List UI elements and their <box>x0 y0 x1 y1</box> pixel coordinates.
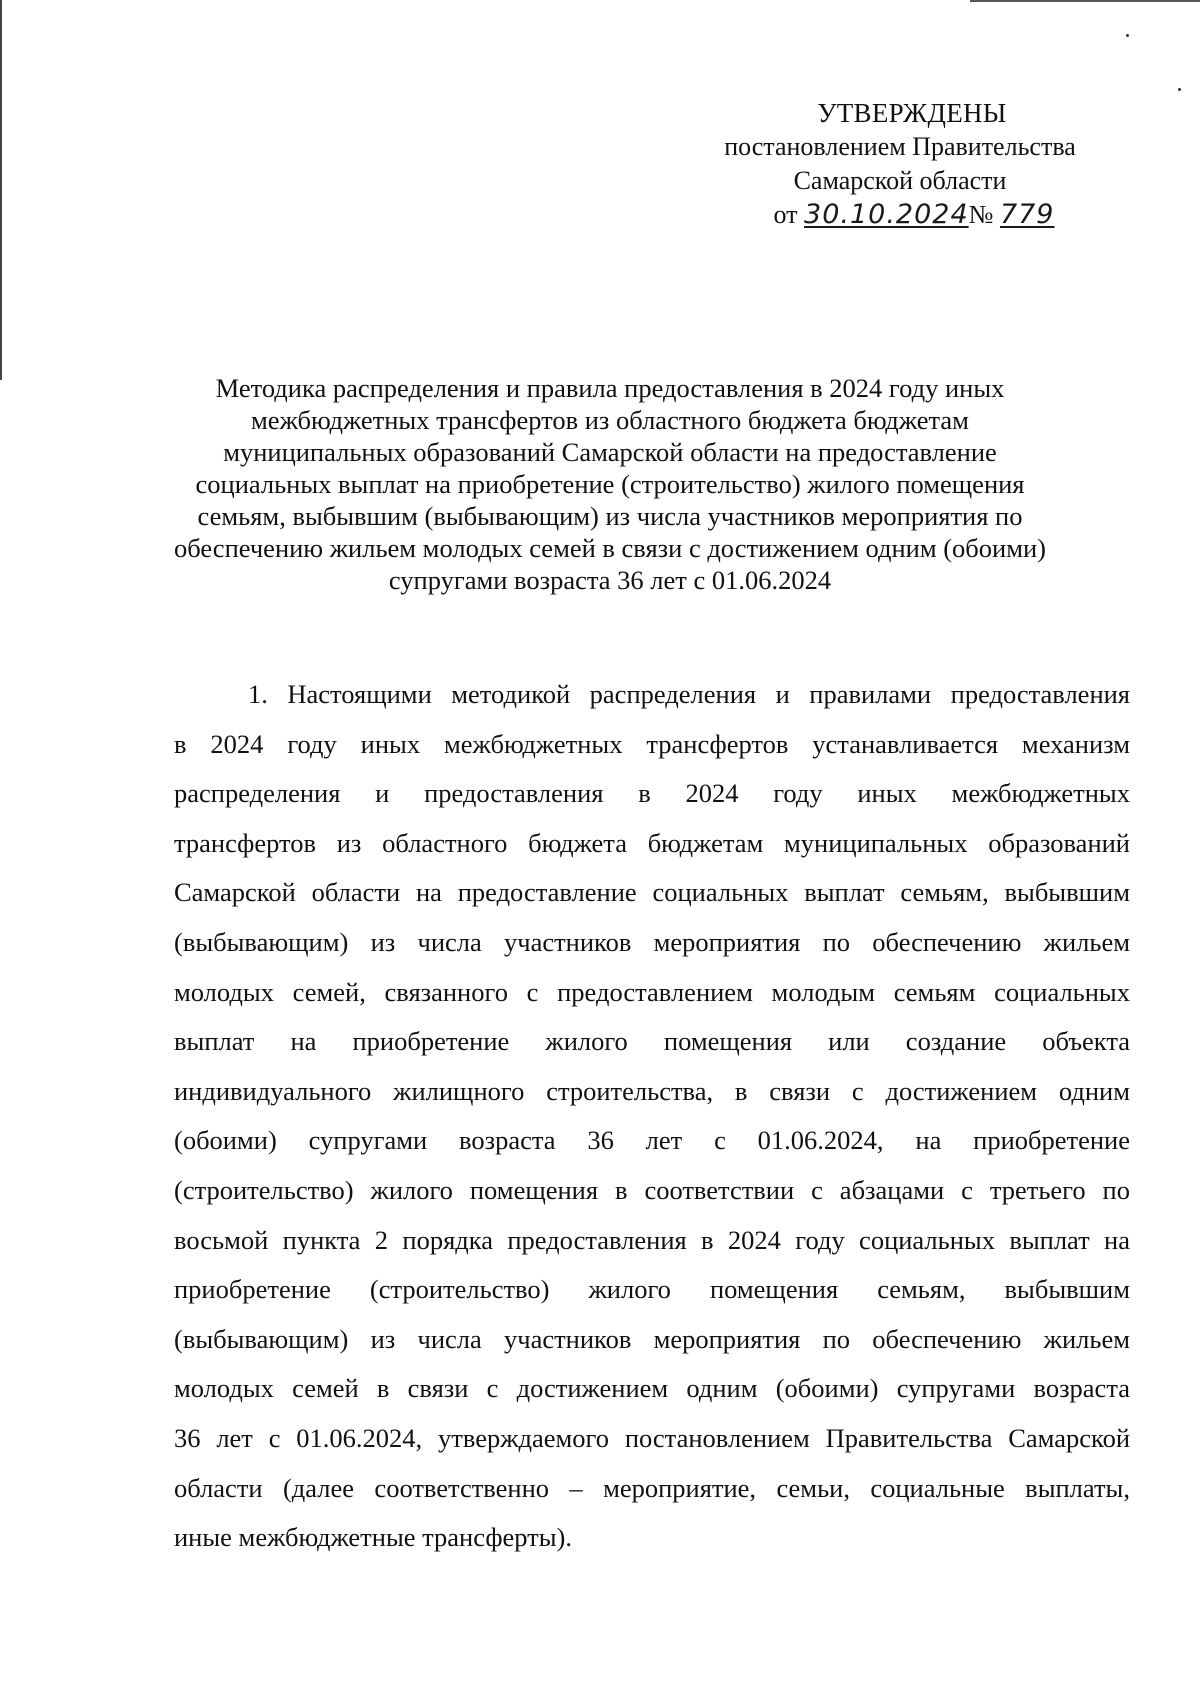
paragraph-line: в 2024 году иных межбюджетных трансфертов устанавливается механизм <box>174 728 1130 759</box>
heading-line: обеспечению жильем молодых семей в связи с достижением одним (обоими) <box>174 533 1046 563</box>
paragraph-line: (строительство) жилого помещения в соответствии с абзацами с третьего по <box>174 1174 1130 1205</box>
paragraph-line: трансфертов из областного бюджета бюджетам муниципальных образований <box>174 827 1130 858</box>
paragraph-line: (выбывающим) из числа участников мероприятия по обеспечению жильем <box>174 1323 1130 1354</box>
paragraph-line: молодых семей, связанного с предоставлением молодым семьям социальных <box>174 976 1130 1007</box>
paragraph-line: (обоими) супругами возраста 36 лет с 01.06.2024, на приобретение <box>174 1125 1130 1156</box>
scan-dot-artifact <box>1178 88 1181 91</box>
paragraph-line: области (далее соответственно – мероприятие, семьи, социальные выплаты, <box>174 1472 1130 1503</box>
paragraph-line: восьмой пункта 2 порядка предоставления в 2024 году социальных выплат на <box>174 1224 1130 1255</box>
approval-title: УТВЕРЖДЕНЫ <box>817 98 1007 128</box>
handwritten-date: 30.10.2024 <box>804 199 969 230</box>
scan-dot-artifact <box>1126 34 1129 37</box>
scan-edge-artifact <box>970 0 1200 2</box>
paragraph-line: приобретение (строительство) жилого помещения семьям, выбывшим <box>174 1274 1130 1305</box>
paragraph-line: иные межбюджетные трансферты). <box>174 1522 572 1553</box>
heading-line: супругами возраста 36 лет с 01.06.2024 <box>388 565 832 595</box>
paragraph-line: распределения и предоставления в 2024 году иных межбюджетных <box>174 778 1130 809</box>
heading-line: семьям, выбывшим (выбывающим) из числа участников мероприятия по <box>197 501 1023 531</box>
paragraph-1 <box>174 670 1130 1563</box>
number-sign: № <box>968 200 1000 229</box>
paragraph-line: индивидуального жилищного строительства, в связи с достижением одним <box>174 1075 1130 1106</box>
paragraph-line: (выбывающим) из числа участников мероприятия по обеспечению жильем <box>174 926 1130 957</box>
paragraph-line: молодых семей в связи с достижением одним (обоими) супругами возраста <box>174 1373 1130 1404</box>
heading-line: межбюджетных трансфертов из областного бюджета бюджетам <box>251 405 969 435</box>
from-prefix: от <box>773 200 805 229</box>
handwritten-number: 779 <box>999 199 1055 230</box>
paragraph-line: выплат на приобретение жилого помещения или создание объекта <box>174 1026 1130 1057</box>
heading-line: муниципальных образований Самарской области на предоставление <box>223 437 997 467</box>
approval-date-line <box>688 198 1140 232</box>
approval-block <box>660 96 1140 232</box>
heading-line: Методика распределения и правила предоставления в 2024 году иных <box>215 373 1005 403</box>
scan-edge-artifact <box>0 0 2 380</box>
approval-line: постановлением Правительства <box>724 132 1076 161</box>
approval-line: Самарской области <box>793 166 1007 195</box>
document-heading <box>140 372 1080 596</box>
heading-line: социальных выплат на приобретение (строительство) жилого помещения <box>195 469 1025 499</box>
paragraph-line: 1. Настоящими методикой распределения и правилами предоставления <box>248 679 1130 709</box>
paragraph-line: 36 лет с 01.06.2024, утверждаемого постановлением Правительства Самарской <box>174 1422 1130 1453</box>
paragraph-line: Самарской области на предоставление социальных выплат семьям, выбывшим <box>174 877 1130 908</box>
